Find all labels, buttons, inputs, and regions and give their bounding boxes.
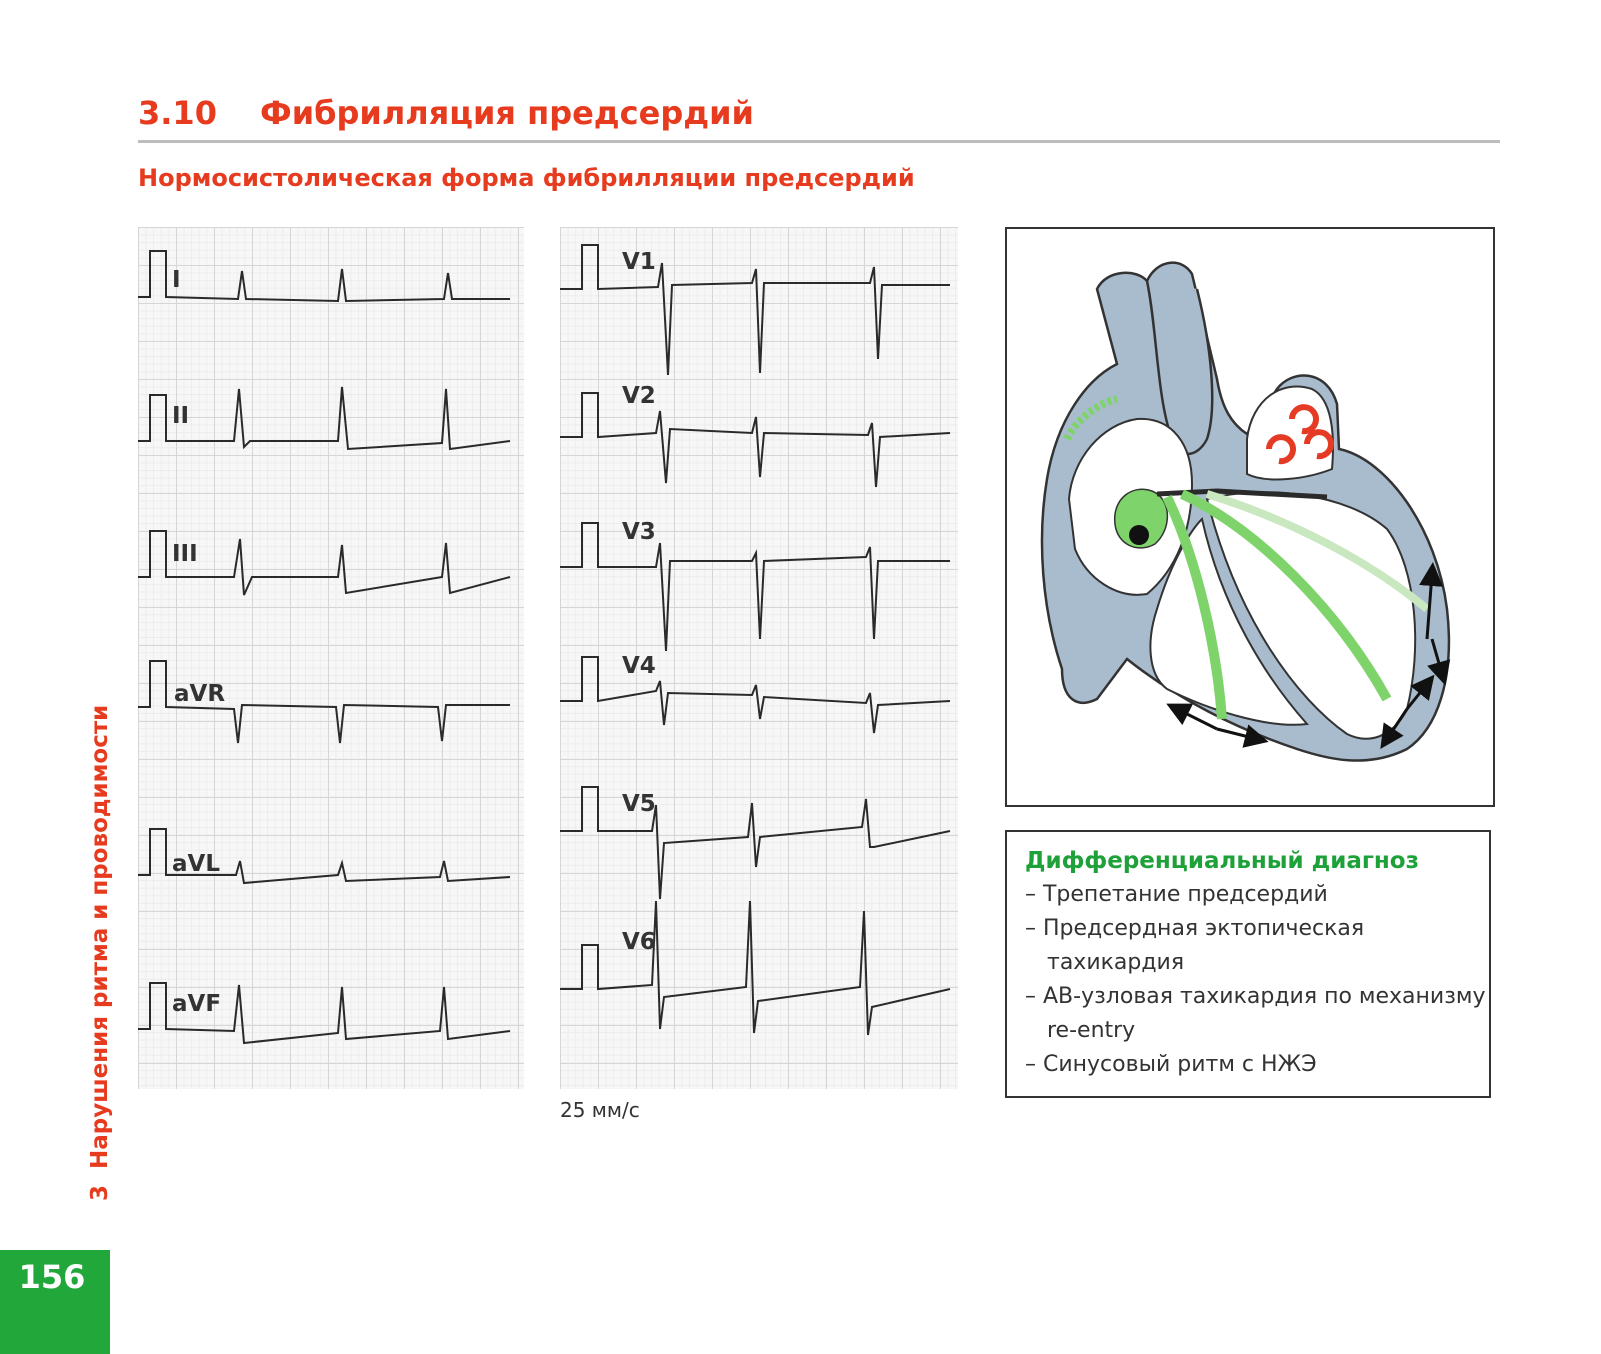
trace-lead-V4 <box>560 657 950 733</box>
subtitle: Нормосистолическая форма фибрилляции предсердий <box>138 164 915 192</box>
lead-label-V1: V1 <box>622 249 656 275</box>
paper-speed-label: 25 мм/с <box>560 1098 640 1122</box>
av-node-center <box>1129 525 1149 545</box>
lead-label-aVR: aVR <box>174 681 226 707</box>
lead-label-V6: V6 <box>622 929 656 955</box>
trace-lead-V5 <box>560 787 950 899</box>
dd-item-av-nodal-reentry: – АВ-узловая тахикардия по механизму re-entry <box>1025 984 1486 1043</box>
trace-lead-V1 <box>560 245 950 375</box>
ecg-chest-leads-panel <box>560 227 958 1089</box>
chapter-title: Нарушения ритма и проводимости <box>87 704 113 1169</box>
heart-illustration <box>1007 229 1493 805</box>
differential-diagnosis-title: Дифференциальный диагноз <box>1025 848 1419 874</box>
lead-label-V5: V5 <box>622 791 656 817</box>
lead-label-III: III <box>172 541 198 567</box>
chapter-number: 3 <box>87 1184 113 1201</box>
section-title <box>138 94 754 132</box>
lead-label-I: I <box>172 267 181 293</box>
lead-label-II: II <box>172 403 190 429</box>
heart-illustration-box <box>1005 227 1495 807</box>
dd-item-atrial-ectopic-tachycardia: – Предсердная эктопическая тахикардия <box>1025 916 1365 975</box>
ecg-limb-traces <box>138 227 524 1089</box>
ecg-chest-traces <box>560 227 958 1089</box>
dd-item-atrial-flutter: – Трепетание предсердий <box>1025 882 1328 907</box>
lead-label-V2: V2 <box>622 383 656 409</box>
trace-lead-I <box>138 251 510 301</box>
page-number: 156 <box>18 1258 86 1296</box>
lead-label-aVL: aVL <box>172 851 220 877</box>
title-rule <box>138 140 1500 143</box>
ecg-limb-leads-panel <box>138 227 524 1089</box>
trace-lead-V2 <box>560 393 950 487</box>
lead-label-aVF: aVF <box>172 991 222 1017</box>
section-title-text: Фибрилляция предсердий <box>260 94 754 132</box>
differential-diagnosis-box <box>1005 830 1491 1098</box>
dd-item-sinus-with-svpb: – Синусовый ритм с НЖЭ <box>1025 1052 1317 1077</box>
lead-label-V4: V4 <box>622 653 656 679</box>
lead-label-V3: V3 <box>622 519 656 545</box>
chapter-side-label <box>87 641 113 1201</box>
trace-lead-V6 <box>560 901 950 1035</box>
trace-lead-V3 <box>560 523 950 651</box>
trace-lead-II <box>138 387 510 449</box>
section-number: 3.10 <box>138 94 217 132</box>
